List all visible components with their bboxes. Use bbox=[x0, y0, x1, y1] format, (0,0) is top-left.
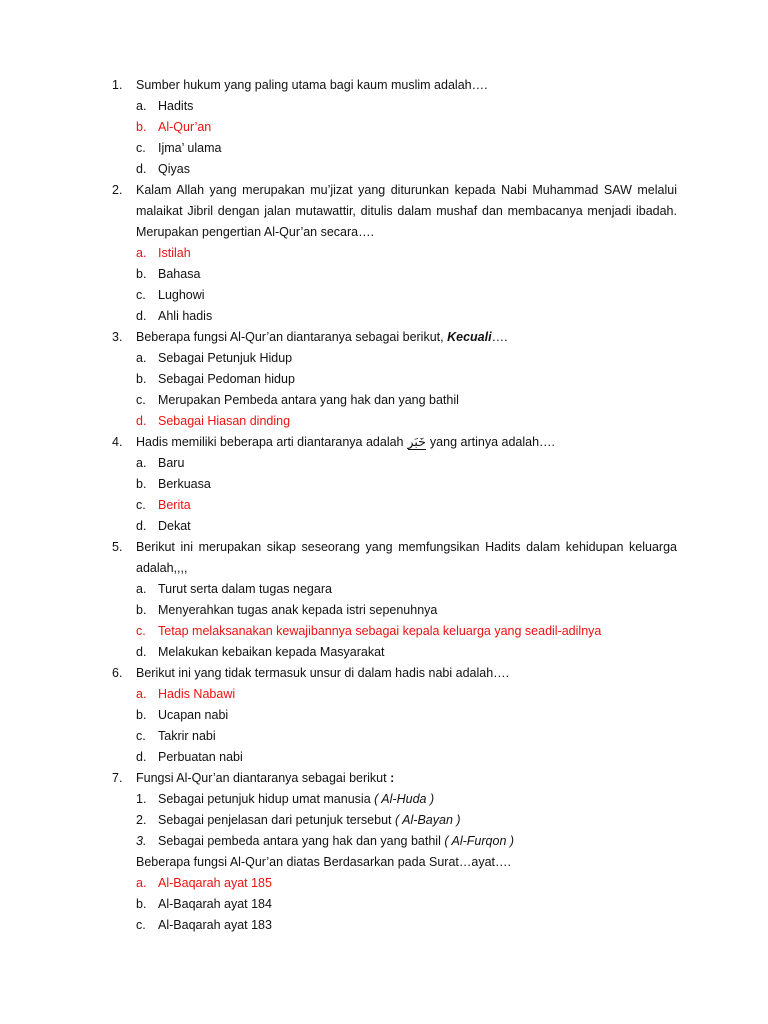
option-answer: c. Tetap melaksanakan kewajibannya sebagai kepala keluarga yang seadil-adilnya bbox=[136, 624, 602, 638]
option-answer: c. Berita bbox=[136, 498, 191, 512]
option: a. Sebagai Petunjuk Hidup bbox=[136, 351, 293, 365]
option: a. Baru bbox=[136, 456, 185, 470]
question-number: 3. bbox=[112, 330, 123, 344]
option: c. Takrir nabi bbox=[136, 729, 216, 743]
question-3 bbox=[112, 327, 677, 348]
question-number: 5. bbox=[112, 540, 123, 554]
question-5 bbox=[112, 537, 677, 558]
option-answer: a. Istilah bbox=[136, 246, 191, 260]
option: b. Menyerahkan tugas anak kepada istri sepenuhnya bbox=[136, 603, 438, 617]
option: c. Al-Baqarah ayat 183 bbox=[136, 918, 272, 932]
question-number: 7. bbox=[112, 771, 123, 785]
function-item: 2. Sebagai penjelasan dari petunjuk tersebut ( Al-Bayan ) bbox=[136, 813, 461, 827]
question-2 bbox=[112, 180, 677, 201]
question-7 bbox=[112, 768, 677, 789]
option: d. Ahli hadis bbox=[136, 309, 213, 323]
option-answer: a. Hadis Nabawi bbox=[136, 687, 236, 701]
option: c. Ijma’ ulama bbox=[136, 141, 222, 155]
question-text-continuation: malaikat Jibril dengan jalan mutawattir, ditulis dalam mushaf dan membacanya menjadi ibadah. bbox=[136, 204, 677, 218]
option: b. Berkuasa bbox=[136, 477, 211, 491]
arabic-word: خَبَر bbox=[407, 435, 426, 449]
question-text-continuation: Beberapa fungsi Al-Qur’an diatas Berdasarkan pada Surat…ayat…. bbox=[136, 855, 511, 869]
function-item: 1. Sebagai petunjuk hidup umat manusia ( Al-Huda ) bbox=[136, 792, 435, 806]
question-4 bbox=[112, 432, 677, 453]
question-text: Berikut ini yang tidak termasuk unsur di dalam hadis nabi adalah…. bbox=[136, 666, 510, 680]
option: c. Merupakan Pembeda antara yang hak dan yang bathil bbox=[136, 393, 459, 407]
option: d. Dekat bbox=[136, 519, 191, 533]
option: b. Al-Baqarah ayat 184 bbox=[136, 897, 272, 911]
option: b. Bahasa bbox=[136, 267, 201, 281]
option: a. Hadits bbox=[136, 99, 194, 113]
question-text-line: Berikut ini merupakan sikap seseorang yang memfungsikan Hadits dalam kehidupan keluarga bbox=[136, 540, 677, 554]
function-item: 3. Sebagai pembeda antara yang hak dan yang bathil ( Al-Furqon ) bbox=[136, 834, 515, 848]
option: d. Perbuatan nabi bbox=[136, 750, 243, 764]
question-number: 6. bbox=[112, 666, 123, 680]
question-text-line: Kalam Allah yang merupakan mu’jizat yang diturunkan kepada Nabi Muhammad SAW melalui bbox=[136, 183, 677, 197]
option: d. Melakukan kebaikan kepada Masyarakat bbox=[136, 645, 385, 659]
question-text: Beberapa fungsi Al-Qur’an diantaranya sebagai berikut, Kecuali…. bbox=[136, 330, 508, 344]
emphasis-word: Kecuali bbox=[447, 330, 492, 344]
option: a. Turut serta dalam tugas negara bbox=[136, 582, 332, 596]
question-text: Fungsi Al-Qur’an diantaranya sebagai berikut : bbox=[136, 771, 395, 785]
question-text-continuation: adalah,,,, bbox=[136, 561, 188, 575]
question-text-continuation: Merupakan pengertian Al-Qur’an secara…. bbox=[136, 225, 375, 239]
question-text: Sumber hukum yang paling utama bagi kaum muslim adalah…. bbox=[136, 78, 488, 92]
question-number: 1. bbox=[112, 78, 123, 92]
question-number: 4. bbox=[112, 435, 123, 449]
option: d. Qiyas bbox=[136, 162, 190, 176]
quiz-document bbox=[112, 75, 677, 936]
question-1 bbox=[112, 75, 677, 96]
question-text: Hadis memiliki beberapa arti diantaranya adalah خَبَر yang artinya adalah…. bbox=[136, 435, 556, 449]
option: b. Sebagai Pedoman hidup bbox=[136, 372, 295, 386]
question-6 bbox=[112, 663, 677, 684]
question-number: 2. bbox=[112, 183, 123, 197]
option: b. Ucapan nabi bbox=[136, 708, 229, 722]
option-answer: d. Sebagai Hiasan dinding bbox=[136, 414, 291, 428]
option-answer: b. Al-Qur’an bbox=[136, 120, 212, 134]
option-answer: a. Al-Baqarah ayat 185 bbox=[136, 876, 272, 890]
option: c. Lughowi bbox=[136, 288, 205, 302]
